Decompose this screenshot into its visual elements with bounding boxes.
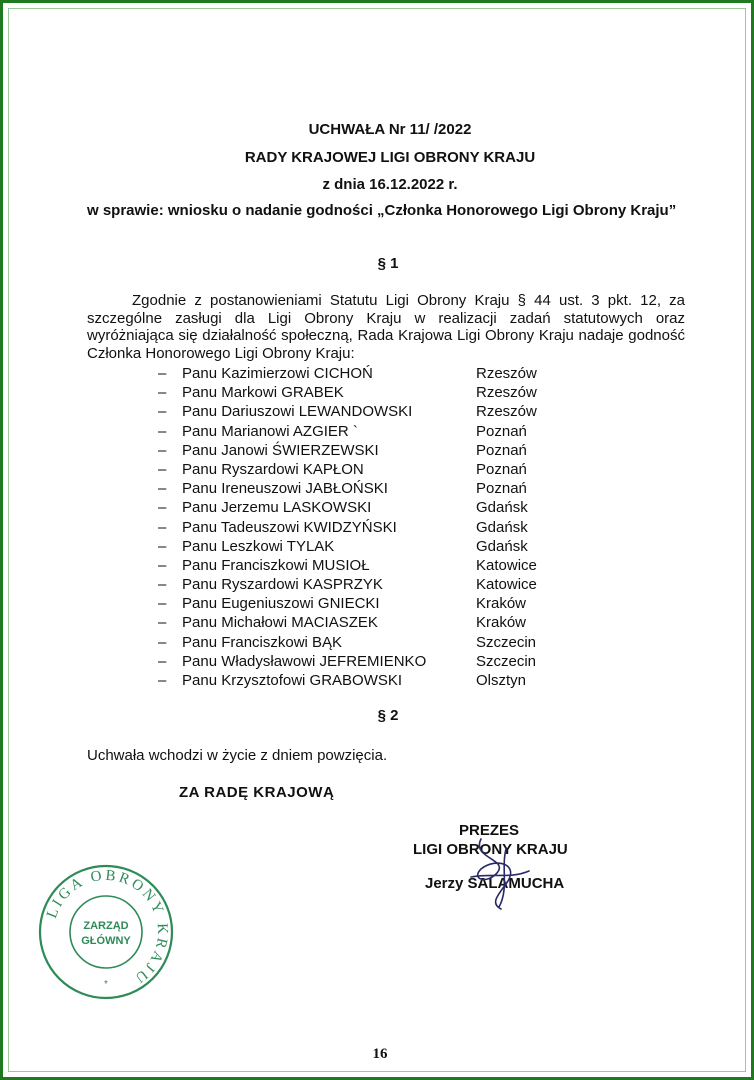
member-city: Olsztyn [476, 672, 527, 689]
member-name: Panu Markowi GRABEK [182, 384, 344, 402]
list-dash: – [158, 460, 167, 478]
member-name: Panu Franciszkowi MUSIOŁ [182, 556, 370, 574]
honorary-members-list [158, 364, 558, 690]
member-name: Panu Kazimierzowi CICHOŃ [182, 365, 373, 382]
member-city: Katowice [476, 556, 537, 574]
signatory-organization: LIGI OBRONY KRAJU [413, 841, 568, 858]
section-1-mark: § 1 [377, 255, 399, 272]
list-dash: – [158, 499, 167, 517]
list-dash: – [158, 384, 167, 402]
for-council-label: ZA RADĘ KRAJOWĄ [179, 784, 335, 801]
member-name: Panu Ireneuszowi JABŁOŃSKI [182, 480, 388, 498]
signature-block [403, 821, 603, 893]
resolution-number: UCHWAŁA Nr 11/ /2022 [308, 121, 472, 138]
stamp-inner-line-1: ZARZĄD [83, 920, 129, 932]
list-item [158, 671, 558, 690]
member-name: Panu Ryszardowi KASPRZYK [182, 576, 383, 594]
member-name: Panu Franciszkowi BĄK [182, 633, 343, 651]
member-name: Panu Tadeuszowi KWIDZYŃSKI [182, 518, 397, 536]
list-item [158, 518, 558, 537]
list-dash: – [158, 403, 167, 421]
member-city: Poznań [476, 480, 527, 498]
organization-stamp [37, 863, 175, 1001]
list-dash: – [158, 595, 167, 613]
member-city: Szczecin [476, 652, 537, 670]
member-city: Gdańsk [476, 518, 528, 536]
member-name: Panu Władysławowi JEFREMIENKO [182, 652, 427, 670]
list-item [158, 364, 558, 383]
member-name: Panu Eugeniuszowi GNIECKI [182, 595, 380, 613]
page-number: 16 [372, 1046, 388, 1062]
list-dash: – [158, 537, 167, 555]
list-item [158, 441, 558, 460]
member-name: Panu Krzysztofowi GRABOWSKI [182, 672, 403, 689]
member-city: Rzeszów [476, 365, 537, 382]
list-item [158, 613, 558, 632]
list-dash: – [158, 672, 167, 689]
list-dash: – [158, 441, 167, 459]
list-item [158, 402, 558, 421]
list-item [158, 498, 558, 517]
list-item [158, 383, 558, 402]
section-1-intro: Zgodnie z postanowieniami Statutu Ligi Obrony Kraju § 44 ust. 3 pkt. 12, za szczególne zasługi dla Ligi Obrony Kraju w realizacji zadań statutowych oraz wyróżniająca się działalność społeczną, Rada Krajowa Ligi Obrony Kraju nadaje godność Członka Honorowego Ligi Obrony Kraju: [87, 292, 685, 362]
member-city: Poznań [476, 460, 527, 478]
list-dash: – [158, 652, 167, 670]
list-dash: – [158, 365, 167, 382]
member-name: Panu Dariuszowi LEWANDOWSKI [182, 403, 413, 421]
member-name: Panu Ryszardowi KAPŁON [182, 460, 364, 478]
member-city: Rzeszów [476, 384, 537, 402]
member-city: Poznań [476, 441, 527, 459]
list-item [158, 575, 558, 594]
member-city: Gdańsk [476, 537, 528, 555]
list-item [158, 652, 558, 671]
member-city: Poznań [476, 422, 527, 440]
list-dash: – [158, 614, 167, 632]
list-item [158, 479, 558, 498]
member-name: Panu Janowi ŚWIERZEWSKI [182, 441, 379, 459]
list-item [158, 556, 558, 575]
member-city: Rzeszów [476, 403, 537, 421]
signatory-name: Jerzy SALAMUCHA [425, 875, 565, 892]
list-dash: – [158, 480, 167, 498]
list-dash: – [158, 422, 167, 440]
list-dash: – [158, 633, 167, 651]
member-name: Panu Michałowi MACIASZEK [182, 614, 378, 632]
stamp-outer-text: LIGA OBRONY KRAJU [44, 867, 171, 988]
list-dash: – [158, 576, 167, 594]
list-item [158, 460, 558, 479]
resolution-subject: w sprawie: wniosku o nadanie godności „Członka Honorowego Ligi Obrony Kraju” [87, 202, 677, 219]
member-city: Gdańsk [476, 499, 528, 517]
list-dash: – [158, 518, 167, 536]
member-city: Kraków [476, 595, 527, 613]
council-name: RADY KRAJOWEJ LIGI OBRONY KRAJU [244, 149, 536, 166]
member-city: Szczecin [476, 633, 537, 651]
list-item [158, 422, 558, 441]
section-2-mark: § 2 [377, 707, 399, 724]
member-city: Kraków [476, 614, 527, 632]
member-name: Panu Marianowi AZGIER ` [182, 422, 358, 440]
stamp-inner-line-2: GŁÓWNY [81, 935, 131, 947]
list-dash: – [158, 556, 167, 574]
resolution-date: z dnia 16.12.2022 r. [322, 176, 458, 193]
signatory-title: PREZES [459, 822, 520, 839]
list-item [158, 537, 558, 556]
list-item [158, 633, 558, 652]
effective-clause: Uchwała wchodzi w życie z dniem powzięcia. [87, 747, 388, 764]
member-name: Panu Leszkowi TYLAK [182, 537, 335, 555]
member-name: Panu Jerzemu LASKOWSKI [182, 499, 372, 517]
list-item [158, 594, 558, 613]
member-city: Katowice [476, 576, 537, 594]
stamp-star: * [104, 979, 108, 990]
